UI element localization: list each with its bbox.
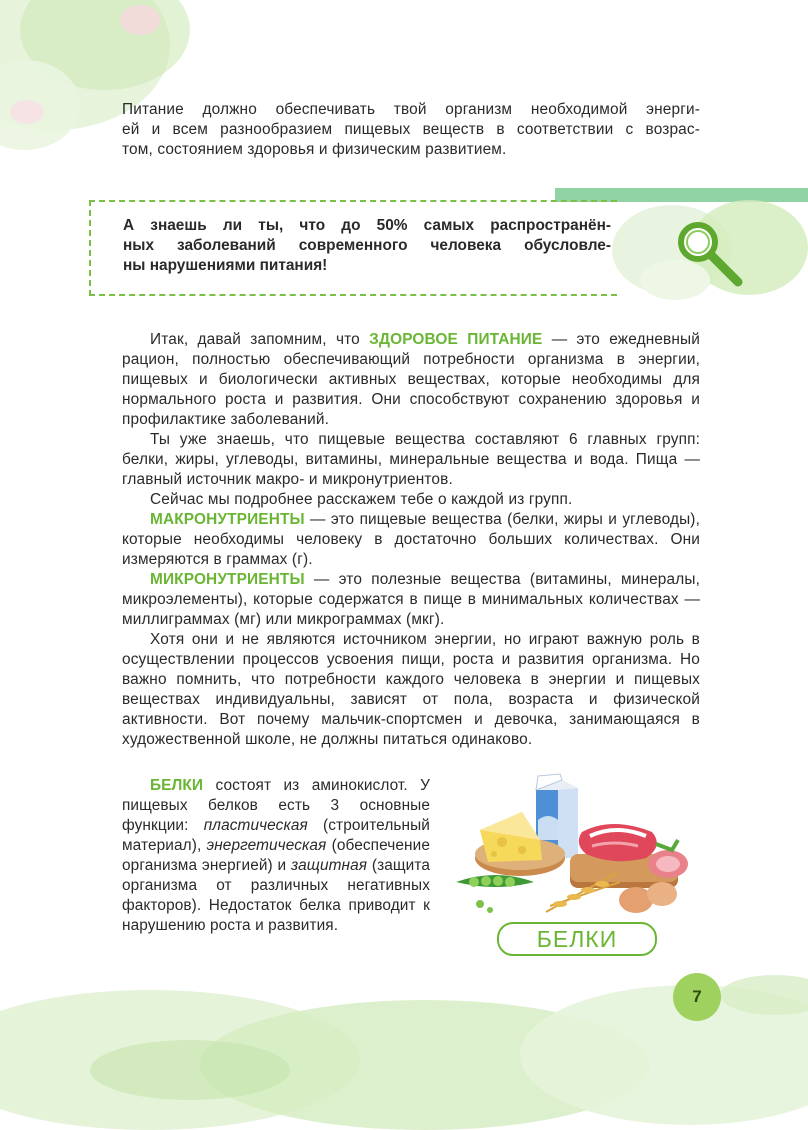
page-number-badge: 7 — [673, 973, 721, 1021]
intro-line-3: том, состоянием здоровья и физическим развитием. — [122, 141, 507, 158]
term-macronutrients: МАКРОНУТРИЕНТЫ — [150, 511, 305, 528]
p4-after: — это пищевые вещества (белки, жиры и углеводы), которые необходимы человеку в достаточно больших количествах. Они измеряются в граммах (г). — [122, 511, 700, 568]
paragraph-macronutrients — [122, 510, 700, 570]
paragraph-nutrient-groups: Ты уже знаешь, что пищевые вещества составляют 6 главных групп: белки, жиры, углеводы, витамины, минеральные вещества и вода. Пища — главный источник макро- и микронутриентов. — [122, 431, 700, 488]
fact-box — [89, 200, 617, 296]
intro-paragraph — [122, 100, 700, 160]
p7-t1: состоят из аминокислот. У пищевых белков есть 3 основные функции: — [122, 777, 430, 834]
paragraph-intro-groups: Сейчас мы подробнее расскажем тебе о каждой из групп. — [150, 491, 573, 508]
fact-line-1: А знаешь ли ты, что до 50% самых распространён- — [123, 217, 611, 234]
intro-line-2: ей и всем разнообразием пищевых веществ в соответствии с возрас- — [122, 121, 700, 138]
proteins-label: БЕЛКИ — [497, 922, 657, 956]
fact-line-3: ны нарушениями питания! — [123, 257, 328, 274]
paragraph-individual-needs: Хотя они и не являются источником энергии, но играют важную роль в осуществлении процессов усвоения пищи, роста и развития организма. Но важно помнить, что потребности каждого человека в энергии и пищевых веществах индивидуальны, зависят от пола, возраста и физической активности. Вот почему мальчик-спортсмен и девочка, занимающаяся в художественной школе, не должны питаться одинаково. — [122, 631, 700, 748]
function-plastic: пластическая — [203, 817, 308, 834]
term-micronutrients: МИКРОНУТРИЕНТЫ — [150, 571, 305, 588]
fact-text — [123, 216, 611, 276]
function-energetic: энергетическая — [206, 837, 327, 854]
p7-t4: (защита организма от различных негативных факторов). Недостаток белка приводит к нарушению роста и развития. — [122, 857, 430, 934]
proteins-text — [122, 776, 430, 936]
proteins-illustration — [450, 770, 700, 920]
term-proteins: БЕЛКИ — [150, 777, 204, 794]
p7-t3: (обеспечение организма энергией) и — [122, 837, 430, 874]
p1-after: — это ежедневный рацион, полностью обеспечивающий потребности организма в энергии, пищевых и биологически активных веществах, которые необходимы для нормального роста и развития. Они способствуют сохранению здоровья и профилактике заболеваний. — [122, 331, 700, 428]
fact-line-2: ных заболеваний современного человека обусловле- — [123, 237, 611, 254]
proteins-paragraph — [122, 776, 430, 936]
magnifier-icon — [676, 220, 746, 290]
p7-t2: (строительный материал), — [122, 817, 430, 854]
green-peas — [456, 875, 534, 913]
paragraph-micronutrients — [122, 570, 700, 630]
p5-after: — это полезные вещества (витамины, минералы, микроэлементы), которые содержатся в пище в минимальных количествах — миллиграммах (мг) или микрограммах (мкг). — [122, 571, 700, 628]
term-healthy-eating: ЗДОРОВОЕ ПИТАНИЕ — [369, 331, 543, 348]
paragraph-healthy-eating — [122, 330, 700, 430]
p1-before: Итак, давай запомним, что — [150, 331, 370, 348]
function-protective: защитная — [291, 857, 368, 874]
main-body — [122, 330, 700, 750]
intro-line-1: Питание должно обеспечивать твой организм необходимой энерги- — [122, 101, 700, 118]
